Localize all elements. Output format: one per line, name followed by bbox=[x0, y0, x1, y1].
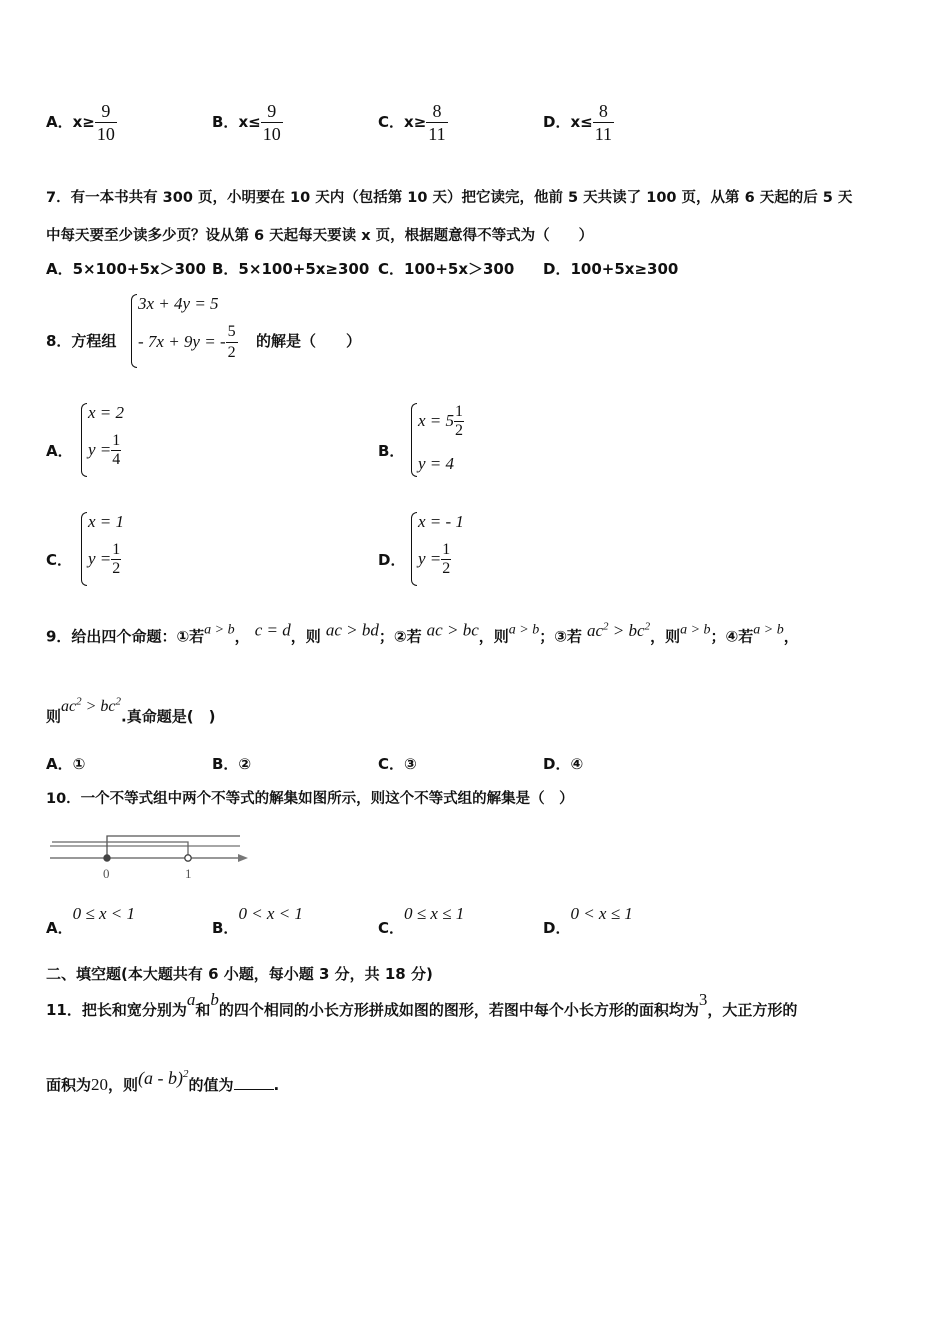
number-line-graphic bbox=[50, 828, 250, 884]
q8-option-d-brace bbox=[411, 512, 417, 586]
q8-option-c-line2: y = $\frac{1}{2}$ bbox=[88, 541, 121, 577]
solution-ray-1 bbox=[52, 842, 188, 858]
q7-option-c: C．100+5x＞300 bbox=[378, 260, 515, 278]
q10-option-b: B．0 < x < 1 bbox=[212, 904, 303, 937]
q8-eq2: - 7x + 9y = - $\frac{5}{2}$ bbox=[138, 323, 236, 361]
q8-brace bbox=[131, 294, 137, 368]
q10-number-line-figure bbox=[50, 828, 250, 884]
solid-point-0 bbox=[104, 855, 110, 861]
q6-option-c: C．x≥ $\frac{8}{11}$ bbox=[378, 101, 446, 144]
q6-option-b: B．x≤ $\frac{9}{10}$ bbox=[212, 101, 281, 144]
q9-option-d: D．④ bbox=[543, 755, 584, 773]
q7-line2: 中每天要至少读多少页？设从第 6 天起每天要读 x 页，根据题意得不等式为（ ） bbox=[46, 228, 594, 244]
q9-line1: 9．给出四个命题：①若a > b， c = d，则 ac > bd；②若 ac > bc，则a > b；③若 $ac^2 > bc^2$，则a > b；④若a > b， bbox=[46, 620, 799, 646]
q8-option-b-line2: y = 4 bbox=[418, 454, 455, 473]
q8-option-d-label: D． bbox=[378, 551, 406, 569]
q6-option-d: D．x≤ $\frac{8}{11}$ bbox=[543, 101, 613, 144]
q6-option-a: A．x≥ $\frac{9}{10}$ bbox=[46, 101, 115, 144]
q9-line2: 则$ac^2 > bc^2$.真命题是( ) bbox=[46, 696, 216, 726]
q8-eq1: 3x + 4y = 5 bbox=[138, 294, 219, 313]
answer-blank bbox=[234, 1089, 274, 1090]
q10-option-c: C．0 ≤ x ≤ 1 bbox=[378, 904, 465, 937]
q8-option-a-brace bbox=[81, 403, 87, 477]
q8-suffix: 的解是（ ） bbox=[256, 332, 362, 350]
q8-option-d-line1: x = - 1 bbox=[418, 512, 464, 531]
q8-option-c-brace bbox=[81, 512, 87, 586]
q8-option-d-line2: y = $\frac{1}{2}$ bbox=[418, 541, 451, 577]
q8-option-b-line1: x = 5 $\frac{1}{2}$ bbox=[418, 403, 464, 439]
q8-option-a-line2: y = $\frac{1}{4}$ bbox=[88, 432, 121, 468]
q8-option-c-line1: x = 1 bbox=[88, 512, 125, 531]
q11-line2: 面积为20，则(a - b)$^2$的值为 . bbox=[46, 1068, 280, 1094]
q10-text: 10．一个不等式组中两个不等式的解集如图所示，则这个不等式组的解集是（ ） bbox=[46, 791, 574, 807]
axis-arrow-icon bbox=[238, 854, 248, 862]
q9-option-b: B．② bbox=[212, 755, 252, 773]
tick-label-0: 0 bbox=[103, 866, 110, 881]
q7-line1: 7．有一本书共有 300 页，小明要在 10 天内（包括第 10 天）把它读完，他前 5 天共读了 100 页，从第 6 天起的后 5 天 bbox=[46, 190, 853, 206]
q11-line1: 11．把长和宽分别为a和b的四个相同的小长方形拼成如图的图形，若图中每个小长方形的面积均为3，大正方形的 bbox=[46, 990, 798, 1019]
q8-option-c-label: C． bbox=[46, 551, 73, 569]
q8-option-b-label: B． bbox=[378, 442, 405, 460]
q7-option-b: B．5×100+5x≥300 bbox=[212, 260, 370, 278]
q7-option-a: A．5×100+5x＞300 bbox=[46, 260, 206, 278]
tick-label-1: 1 bbox=[185, 866, 192, 881]
q9-option-a: A．① bbox=[46, 755, 86, 773]
solution-ray-0 bbox=[107, 836, 240, 858]
section2-heading: 二、填空题(本大题共有 6 小题，每小题 3 分，共 18 分) bbox=[46, 965, 433, 983]
hollow-point-1 bbox=[185, 855, 191, 861]
q7-option-d: D．100+5x≥300 bbox=[543, 260, 679, 278]
q8-option-b-brace bbox=[411, 403, 417, 477]
q9-option-c: C．③ bbox=[378, 755, 417, 773]
q8-prefix: 8．方程组 bbox=[46, 332, 117, 350]
q10-option-d: D．0 < x ≤ 1 bbox=[543, 904, 633, 937]
q8-option-a-label: A． bbox=[46, 442, 73, 460]
q10-option-a: A．0 ≤ x < 1 bbox=[46, 904, 135, 937]
q8-option-a-line1: x = 2 bbox=[88, 403, 125, 422]
